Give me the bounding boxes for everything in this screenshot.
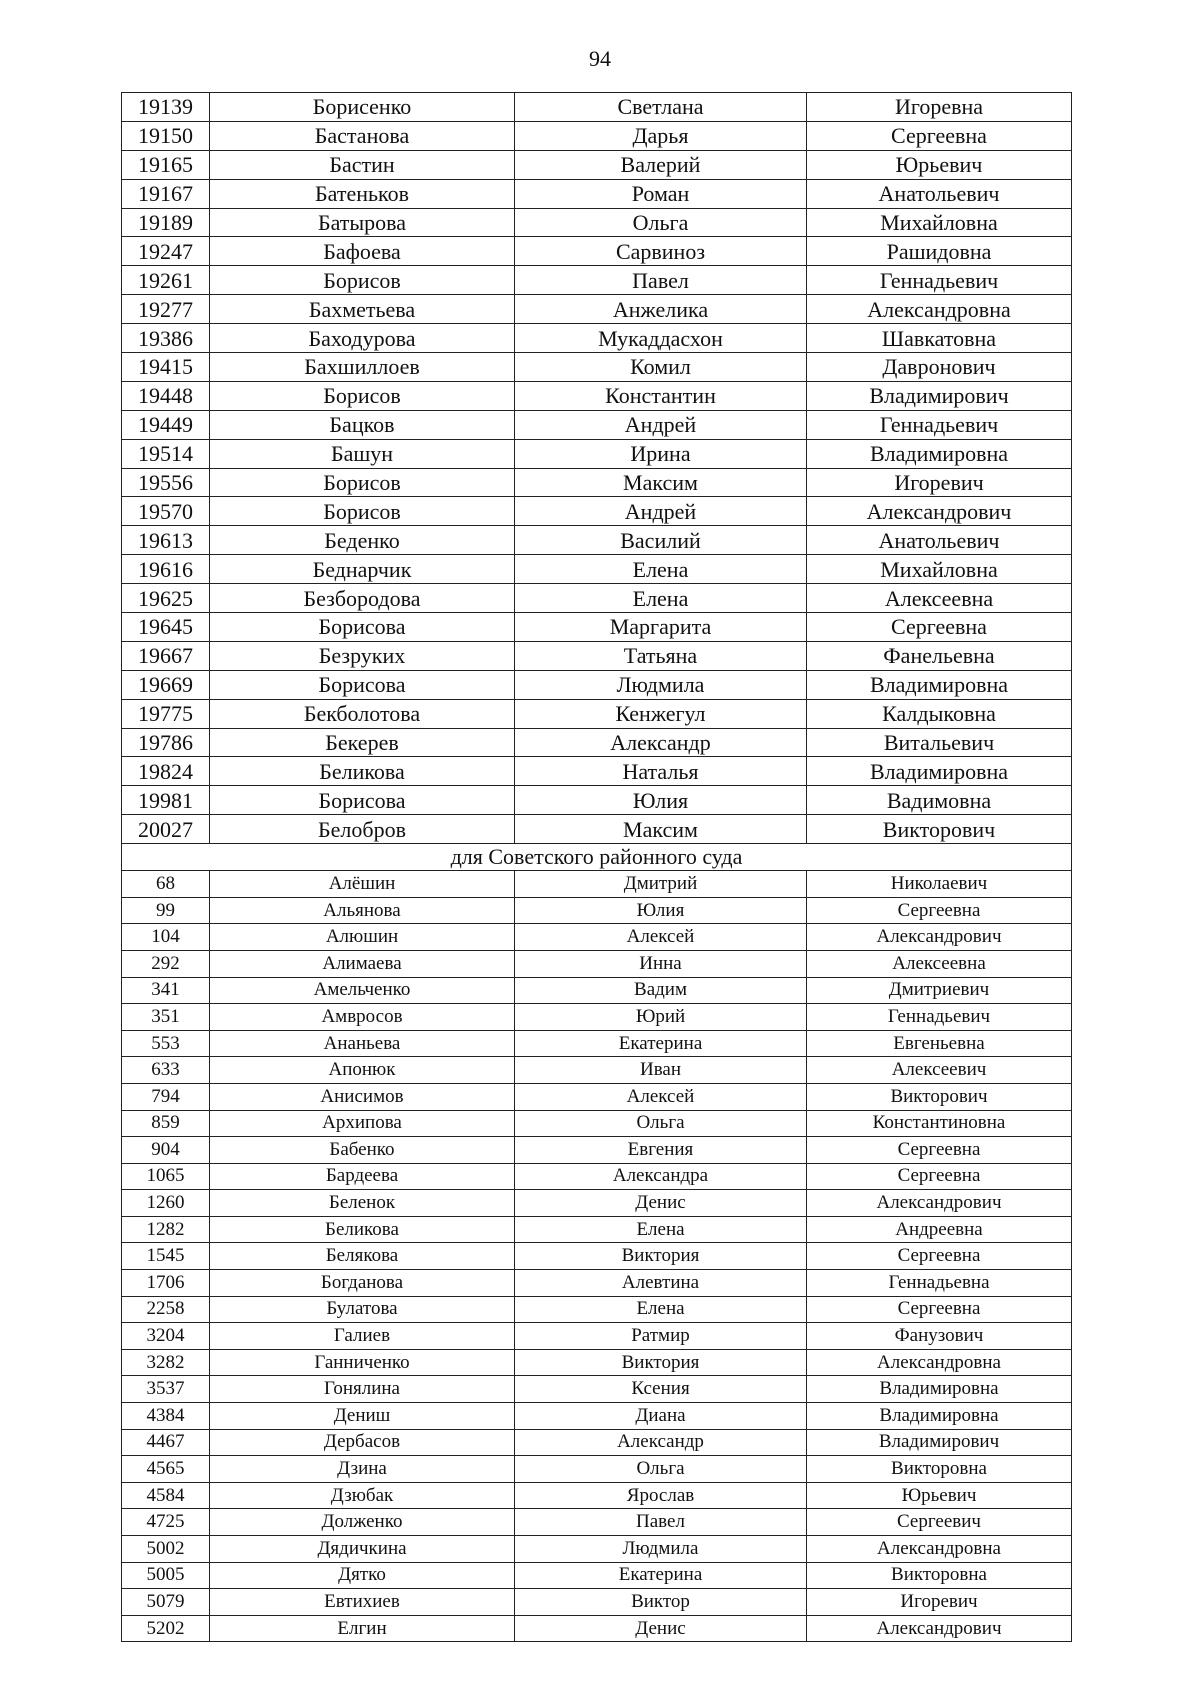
first-name-cell: Алексей <box>515 924 807 951</box>
patronymic-cell: Викторовна <box>807 1456 1072 1483</box>
patronymic-cell: Владимирович <box>807 381 1072 410</box>
patronymic-cell: Алексеевна <box>807 584 1072 613</box>
row-number-cell: 19386 <box>122 324 210 353</box>
patronymic-cell: Владимировна <box>807 439 1072 468</box>
patronymic-cell: Евгеньевна <box>807 1030 1072 1057</box>
patronymic-cell: Витальевич <box>807 728 1072 757</box>
table-row <box>122 613 1072 642</box>
first-name-cell: Анжелика <box>515 295 807 324</box>
row-number-cell: 19786 <box>122 728 210 757</box>
row-number-cell: 5002 <box>122 1536 210 1563</box>
patronymic-cell: Николаевич <box>807 871 1072 898</box>
first-name-cell: Евгения <box>515 1137 807 1164</box>
patronymic-cell: Викторович <box>807 815 1072 844</box>
first-name-cell: Виктор <box>515 1589 807 1616</box>
first-name-cell: Кенжегул <box>515 699 807 728</box>
first-name-cell: Наталья <box>515 757 807 786</box>
first-name-cell: Екатерина <box>515 1562 807 1589</box>
first-name-cell: Диана <box>515 1403 807 1430</box>
first-name-cell: Андрей <box>515 410 807 439</box>
patronymic-cell: Владимировна <box>807 1403 1072 1430</box>
last-name-cell: Ганниченко <box>210 1349 515 1376</box>
row-number-cell: 2258 <box>122 1296 210 1323</box>
last-name-cell: Евтихиев <box>210 1589 515 1616</box>
first-name-cell: Екатерина <box>515 1030 807 1057</box>
row-number-cell: 104 <box>122 924 210 951</box>
last-name-cell: Борисова <box>210 670 515 699</box>
last-name-cell: Бахметьева <box>210 295 515 324</box>
row-number-cell: 19625 <box>122 584 210 613</box>
last-name-cell: Борисов <box>210 381 515 410</box>
table-row <box>122 1589 1072 1616</box>
patronymic-cell: Сергеевич <box>807 1509 1072 1536</box>
patronymic-cell: Михайловна <box>807 208 1072 237</box>
last-name-cell: Галиев <box>210 1323 515 1350</box>
first-name-cell: Денис <box>515 1615 807 1642</box>
last-name-cell: Долженко <box>210 1509 515 1536</box>
first-name-cell: Александра <box>515 1163 807 1190</box>
last-name-cell: Дзюбак <box>210 1482 515 1509</box>
patronymic-cell: Алексеевна <box>807 950 1072 977</box>
table-row <box>122 1615 1072 1642</box>
table-row <box>122 468 1072 497</box>
table-row <box>122 1137 1072 1164</box>
row-number-cell: 19415 <box>122 353 210 382</box>
table-row <box>122 815 1072 844</box>
last-name-cell: Беленок <box>210 1190 515 1217</box>
row-number-cell: 859 <box>122 1110 210 1137</box>
last-name-cell: Бахшиллоев <box>210 353 515 382</box>
first-name-cell: Максим <box>515 468 807 497</box>
first-name-cell: Юрий <box>515 1004 807 1031</box>
row-number-cell: 19824 <box>122 757 210 786</box>
first-name-cell: Алексей <box>515 1083 807 1110</box>
row-number-cell: 3204 <box>122 1323 210 1350</box>
first-name-cell: Константин <box>515 381 807 410</box>
last-name-cell: Беликова <box>210 1216 515 1243</box>
last-name-cell: Белобров <box>210 815 515 844</box>
row-number-cell: 4384 <box>122 1403 210 1430</box>
first-name-cell: Татьяна <box>515 641 807 670</box>
first-name-cell: Денис <box>515 1190 807 1217</box>
last-name-cell: Дятко <box>210 1562 515 1589</box>
row-number-cell: 3282 <box>122 1349 210 1376</box>
row-number-cell: 19261 <box>122 266 210 295</box>
row-number-cell: 19667 <box>122 641 210 670</box>
last-name-cell: Алёшин <box>210 871 515 898</box>
table-row <box>122 950 1072 977</box>
table-row <box>122 237 1072 266</box>
table-row <box>122 208 1072 237</box>
section-title: для Советского районного суда <box>122 844 1072 871</box>
patronymic-cell: Андреевна <box>807 1216 1072 1243</box>
table-row <box>122 897 1072 924</box>
section-row <box>122 844 1072 871</box>
first-name-cell: Максим <box>515 815 807 844</box>
last-name-cell: Анисимов <box>210 1083 515 1110</box>
row-number-cell: 5079 <box>122 1589 210 1616</box>
first-name-cell: Инна <box>515 950 807 977</box>
first-name-cell: Павел <box>515 266 807 295</box>
table-row <box>122 1083 1072 1110</box>
first-name-cell: Елена <box>515 1216 807 1243</box>
row-number-cell: 904 <box>122 1137 210 1164</box>
row-number-cell: 19556 <box>122 468 210 497</box>
table-row <box>122 699 1072 728</box>
patronymic-cell: Игоревич <box>807 1589 1072 1616</box>
first-name-cell: Ирина <box>515 439 807 468</box>
table-row <box>122 1030 1072 1057</box>
table-row <box>122 1110 1072 1137</box>
first-name-cell: Виктория <box>515 1243 807 1270</box>
table-row <box>122 1536 1072 1563</box>
row-number-cell: 4725 <box>122 1509 210 1536</box>
last-name-cell: Амвросов <box>210 1004 515 1031</box>
last-name-cell: Булатова <box>210 1296 515 1323</box>
patronymic-cell: Шавкатовна <box>807 324 1072 353</box>
first-name-cell: Светлана <box>515 93 807 122</box>
table-row <box>122 1429 1072 1456</box>
last-name-cell: Бацков <box>210 410 515 439</box>
patronymic-cell: Дмитриевич <box>807 977 1072 1004</box>
patronymic-cell: Анатольевич <box>807 526 1072 555</box>
table-row <box>122 1004 1072 1031</box>
list-a-body <box>122 93 1072 844</box>
row-number-cell: 4565 <box>122 1456 210 1483</box>
table-row <box>122 1323 1072 1350</box>
table-row <box>122 584 1072 613</box>
table-row <box>122 641 1072 670</box>
patronymic-cell: Сергеевна <box>807 1296 1072 1323</box>
last-name-cell: Борисенко <box>210 93 515 122</box>
patronymic-cell: Викторович <box>807 1083 1072 1110</box>
row-number-cell: 19613 <box>122 526 210 555</box>
last-name-cell: Амельченко <box>210 977 515 1004</box>
last-name-cell: Борисова <box>210 613 515 642</box>
section-header-body <box>122 844 1072 871</box>
table-row <box>122 410 1072 439</box>
table-row <box>122 381 1072 410</box>
last-name-cell: Беднарчик <box>210 555 515 584</box>
first-name-cell: Людмила <box>515 670 807 699</box>
patronymic-cell: Александрович <box>807 497 1072 526</box>
patronymic-cell: Александрович <box>807 1190 1072 1217</box>
table-row <box>122 1403 1072 1430</box>
patronymic-cell: Александрович <box>807 924 1072 951</box>
page-number: 94 <box>589 46 611 71</box>
row-number-cell: 19448 <box>122 381 210 410</box>
first-name-cell: Маргарита <box>515 613 807 642</box>
first-name-cell: Елена <box>515 584 807 613</box>
patronymic-cell: Геннадьевич <box>807 1004 1072 1031</box>
row-number-cell: 20027 <box>122 815 210 844</box>
table-row <box>122 670 1072 699</box>
row-number-cell: 292 <box>122 950 210 977</box>
patronymic-cell: Александровна <box>807 1536 1072 1563</box>
last-name-cell: Апонюк <box>210 1057 515 1084</box>
table-row <box>122 1456 1072 1483</box>
table-row <box>122 1163 1072 1190</box>
table-row <box>122 526 1072 555</box>
last-name-cell: Башун <box>210 439 515 468</box>
last-name-cell: Дениш <box>210 1403 515 1430</box>
first-name-cell: Вадим <box>515 977 807 1004</box>
patronymic-cell: Владимировна <box>807 757 1072 786</box>
table-row <box>122 1509 1072 1536</box>
table-row <box>122 1243 1072 1270</box>
last-name-cell: Бекерев <box>210 728 515 757</box>
table-row <box>122 1270 1072 1297</box>
row-number-cell: 351 <box>122 1004 210 1031</box>
first-name-cell: Василий <box>515 526 807 555</box>
last-name-cell: Дербасов <box>210 1429 515 1456</box>
row-number-cell: 19189 <box>122 208 210 237</box>
first-name-cell: Ольга <box>515 1456 807 1483</box>
patronymic-cell: Константиновна <box>807 1110 1072 1137</box>
last-name-cell: Безбородова <box>210 584 515 613</box>
table-row <box>122 1376 1072 1403</box>
patronymic-cell: Сергеевна <box>807 613 1072 642</box>
last-name-cell: Архипова <box>210 1110 515 1137</box>
last-name-cell: Ананьева <box>210 1030 515 1057</box>
row-number-cell: 19165 <box>122 150 210 179</box>
last-name-cell: Елгин <box>210 1615 515 1642</box>
first-name-cell: Ярослав <box>515 1482 807 1509</box>
first-name-cell: Дмитрий <box>515 871 807 898</box>
row-number-cell: 19167 <box>122 179 210 208</box>
row-number-cell: 19449 <box>122 410 210 439</box>
patronymic-cell: Геннадьевич <box>807 410 1072 439</box>
patronymic-cell: Сергеевна <box>807 1163 1072 1190</box>
table-row <box>122 93 1072 122</box>
row-number-cell: 3537 <box>122 1376 210 1403</box>
patronymic-cell: Юрьевич <box>807 150 1072 179</box>
patronymic-cell: Фанельевна <box>807 641 1072 670</box>
patronymic-cell: Геннадьевна <box>807 1270 1072 1297</box>
first-name-cell: Роман <box>515 179 807 208</box>
first-name-cell: Андрей <box>515 497 807 526</box>
patronymic-cell: Александровна <box>807 1349 1072 1376</box>
last-name-cell: Бардеева <box>210 1163 515 1190</box>
last-name-cell: Альянова <box>210 897 515 924</box>
patronymic-cell: Сергеевна <box>807 897 1072 924</box>
first-name-cell: Иван <box>515 1057 807 1084</box>
row-number-cell: 19150 <box>122 121 210 150</box>
first-name-cell: Сарвиноз <box>515 237 807 266</box>
table-row <box>122 150 1072 179</box>
patronymic-cell: Рашидовна <box>807 237 1072 266</box>
last-name-cell: Дядичкина <box>210 1536 515 1563</box>
row-number-cell: 1545 <box>122 1243 210 1270</box>
table-row <box>122 871 1072 898</box>
first-name-cell: Юлия <box>515 786 807 815</box>
first-name-cell: Виктория <box>515 1349 807 1376</box>
first-name-cell: Комил <box>515 353 807 382</box>
first-name-cell: Елена <box>515 1296 807 1323</box>
patronymic-cell: Давронович <box>807 353 1072 382</box>
table-row <box>122 1296 1072 1323</box>
row-number-cell: 19277 <box>122 295 210 324</box>
row-number-cell: 99 <box>122 897 210 924</box>
row-number-cell: 19981 <box>122 786 210 815</box>
last-name-cell: Гонялина <box>210 1376 515 1403</box>
table-row <box>122 786 1072 815</box>
first-name-cell: Юлия <box>515 897 807 924</box>
patronymic-cell: Викторовна <box>807 1562 1072 1589</box>
table-row <box>122 295 1072 324</box>
last-name-cell: Безруких <box>210 641 515 670</box>
patronymic-cell: Калдыковна <box>807 699 1072 728</box>
first-name-cell: Алевтина <box>515 1270 807 1297</box>
last-name-cell: Бабенко <box>210 1137 515 1164</box>
last-name-cell: Богданова <box>210 1270 515 1297</box>
list-b-body <box>122 871 1072 1642</box>
table-row <box>122 121 1072 150</box>
table-row <box>122 1562 1072 1589</box>
table-row <box>122 1190 1072 1217</box>
row-number-cell: 19139 <box>122 93 210 122</box>
patronymic-cell: Геннадьевич <box>807 266 1072 295</box>
first-name-cell: Павел <box>515 1509 807 1536</box>
row-number-cell: 1706 <box>122 1270 210 1297</box>
patronymic-cell: Сергеевна <box>807 121 1072 150</box>
last-name-cell: Бастин <box>210 150 515 179</box>
last-name-cell: Борисова <box>210 786 515 815</box>
table-row <box>122 324 1072 353</box>
row-number-cell: 19616 <box>122 555 210 584</box>
last-name-cell: Батеньков <box>210 179 515 208</box>
table-row <box>122 924 1072 951</box>
table-row <box>122 977 1072 1004</box>
table-row <box>122 757 1072 786</box>
patronymic-cell: Анатольевич <box>807 179 1072 208</box>
table-row <box>122 555 1072 584</box>
first-name-cell: Ольга <box>515 208 807 237</box>
table-row <box>122 1349 1072 1376</box>
row-number-cell: 19570 <box>122 497 210 526</box>
patronymic-cell: Игоревич <box>807 468 1072 497</box>
last-name-cell: Алимаева <box>210 950 515 977</box>
first-name-cell: Ольга <box>515 1110 807 1137</box>
patronymic-cell: Сергеевна <box>807 1243 1072 1270</box>
row-number-cell: 1282 <box>122 1216 210 1243</box>
row-number-cell: 19247 <box>122 237 210 266</box>
first-name-cell: Мукаддасхон <box>515 324 807 353</box>
row-number-cell: 68 <box>122 871 210 898</box>
last-name-cell: Бекболотова <box>210 699 515 728</box>
last-name-cell: Беликова <box>210 757 515 786</box>
first-name-cell: Ратмир <box>515 1323 807 1350</box>
row-number-cell: 5005 <box>122 1562 210 1589</box>
table-row <box>122 1216 1072 1243</box>
row-number-cell: 794 <box>122 1083 210 1110</box>
table-row <box>122 179 1072 208</box>
first-name-cell: Александр <box>515 1429 807 1456</box>
table-row <box>122 1057 1072 1084</box>
patronymic-cell: Фанузович <box>807 1323 1072 1350</box>
first-name-cell: Елена <box>515 555 807 584</box>
last-name-cell: Бафоева <box>210 237 515 266</box>
last-name-cell: Дзина <box>210 1456 515 1483</box>
patronymic-cell: Владимировна <box>807 670 1072 699</box>
row-number-cell: 5202 <box>122 1615 210 1642</box>
row-number-cell: 1260 <box>122 1190 210 1217</box>
row-number-cell: 4584 <box>122 1482 210 1509</box>
last-name-cell: Алюшин <box>210 924 515 951</box>
row-number-cell: 553 <box>122 1030 210 1057</box>
first-name-cell: Александр <box>515 728 807 757</box>
patronymic-cell: Владимирович <box>807 1429 1072 1456</box>
row-number-cell: 19775 <box>122 699 210 728</box>
patronymic-cell: Владимировна <box>807 1376 1072 1403</box>
last-name-cell: Борисов <box>210 266 515 295</box>
last-name-cell: Бастанова <box>210 121 515 150</box>
last-name-cell: Белякова <box>210 1243 515 1270</box>
patronymic-cell: Вадимовна <box>807 786 1072 815</box>
row-number-cell: 1065 <box>122 1163 210 1190</box>
patronymic-cell: Алексеевич <box>807 1057 1072 1084</box>
patronymic-cell: Сергеевна <box>807 1137 1072 1164</box>
last-name-cell: Баходурова <box>210 324 515 353</box>
patronymic-cell: Александрович <box>807 1615 1072 1642</box>
row-number-cell: 4467 <box>122 1429 210 1456</box>
first-name-cell: Валерий <box>515 150 807 179</box>
patronymic-cell: Юрьевич <box>807 1482 1072 1509</box>
patronymic-cell: Игоревна <box>807 93 1072 122</box>
row-number-cell: 19669 <box>122 670 210 699</box>
patronymic-cell: Михайловна <box>807 555 1072 584</box>
last-name-cell: Беденко <box>210 526 515 555</box>
last-name-cell: Борисов <box>210 468 515 497</box>
first-name-cell: Людмила <box>515 1536 807 1563</box>
row-number-cell: 633 <box>122 1057 210 1084</box>
juror-list-table <box>121 92 1072 1642</box>
first-name-cell: Ксения <box>515 1376 807 1403</box>
table-row <box>122 728 1072 757</box>
patronymic-cell: Александровна <box>807 295 1072 324</box>
table-row <box>122 439 1072 468</box>
table-row <box>122 353 1072 382</box>
last-name-cell: Батырова <box>210 208 515 237</box>
row-number-cell: 19645 <box>122 613 210 642</box>
table-row <box>122 266 1072 295</box>
table-row <box>122 1482 1072 1509</box>
row-number-cell: 341 <box>122 977 210 1004</box>
last-name-cell: Борисов <box>210 497 515 526</box>
first-name-cell: Дарья <box>515 121 807 150</box>
table-row <box>122 497 1072 526</box>
row-number-cell: 19514 <box>122 439 210 468</box>
